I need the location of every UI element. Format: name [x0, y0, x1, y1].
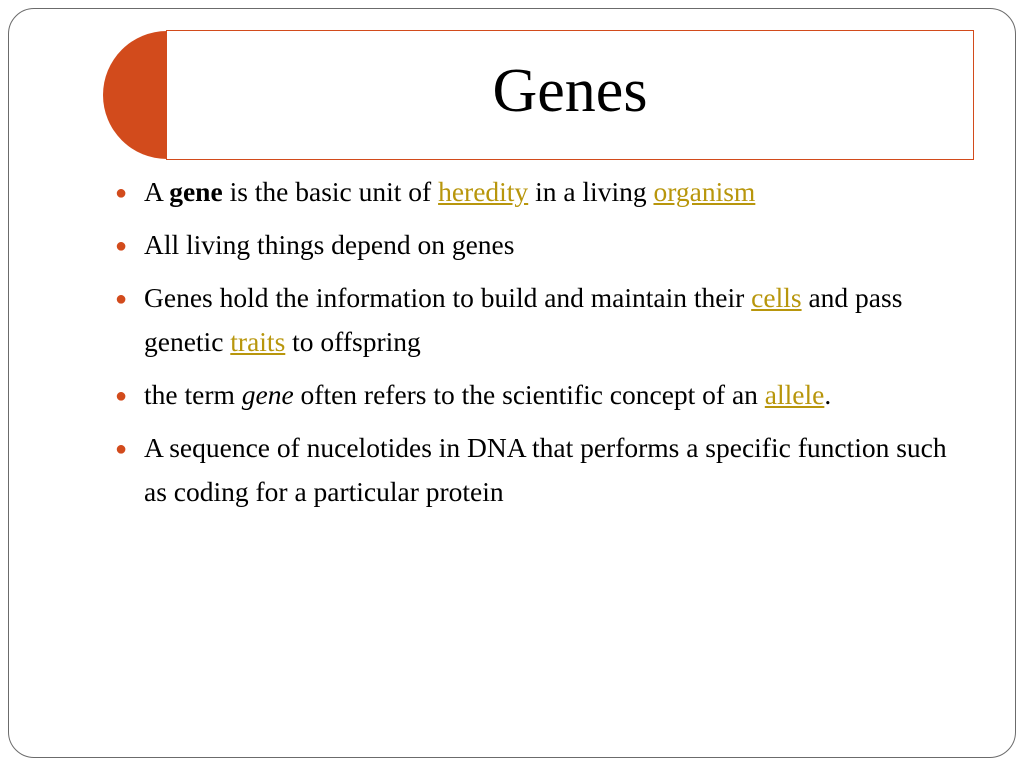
bullet-text: All living things depend on genes: [144, 229, 515, 260]
bullet-text: A: [144, 176, 170, 207]
bullet-text: is the basic unit of: [222, 176, 439, 207]
bullet-text: often refers to the scientific concept of an: [293, 379, 765, 410]
bullet-text: in a living: [528, 176, 654, 207]
link-allele[interactable]: allele: [764, 379, 825, 410]
bullet-dot-icon: ●: [115, 385, 128, 407]
bullet-text: Genes hold the information to build and maintain their: [144, 282, 752, 313]
bullet-dot-icon: ●: [115, 438, 128, 460]
bullet-text: the term: [144, 379, 242, 410]
slide-title: Genes: [492, 57, 648, 125]
bullet-text: to offspring: [285, 326, 421, 357]
link-organism[interactable]: organism: [653, 176, 756, 207]
italic-term: gene: [241, 379, 294, 410]
bullet-item-dna-sequence: [113, 426, 953, 514]
bullet-dot-icon: ●: [115, 182, 128, 204]
link-heredity[interactable]: heredity: [438, 176, 529, 207]
bullet-text: and pass genetic: [144, 282, 903, 357]
bullet-dot-icon: ●: [115, 288, 128, 310]
bullet-list: [113, 170, 953, 523]
bullet-dot-icon: ●: [115, 235, 128, 257]
link-cells[interactable]: cells: [751, 282, 802, 313]
bullet-item-genes-hold-information: [113, 276, 953, 364]
link-traits[interactable]: traits: [230, 326, 286, 357]
bullet-item-term-gene: [113, 373, 953, 417]
bold-term: gene: [169, 176, 223, 207]
title-box: [166, 30, 974, 160]
bullet-text: A sequence of nucelotides in DNA that performs a specific function such as coding for a particular protein: [144, 432, 947, 507]
bullet-item-gene-definition: [113, 170, 953, 214]
bullet-item-living-things: [113, 223, 953, 267]
bullet-text: .: [824, 379, 832, 410]
